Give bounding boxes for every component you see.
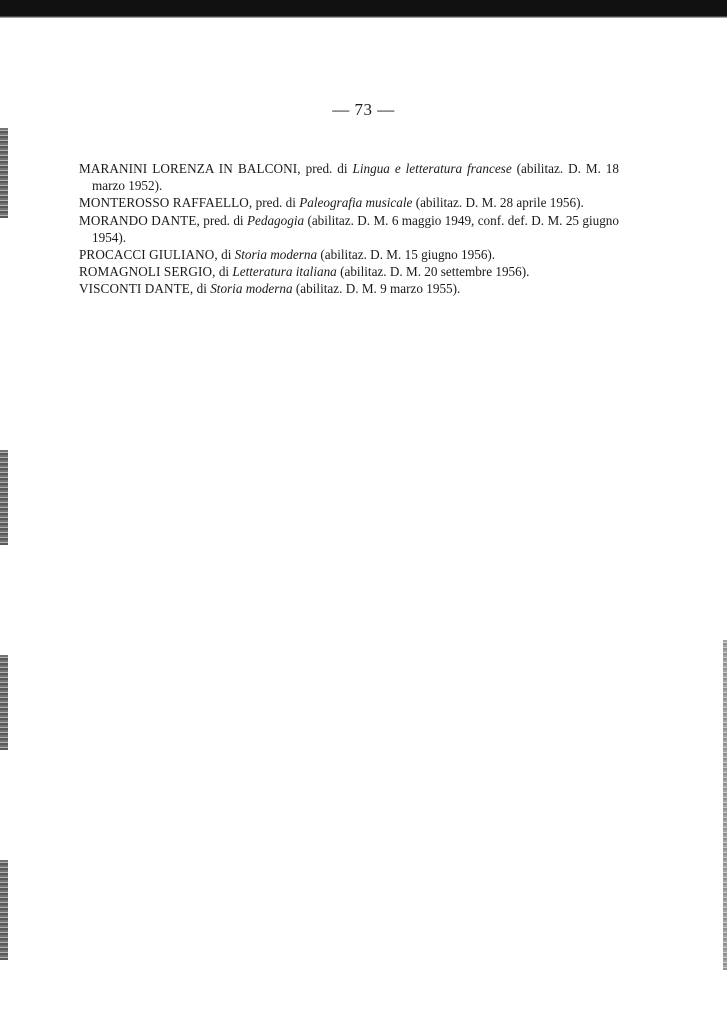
entry bbox=[79, 160, 619, 194]
entry-detail: (abilitaz. D. M. 15 giugno 1956). bbox=[320, 247, 496, 263]
entry-prefix: pred. di bbox=[305, 161, 348, 176]
entry-list bbox=[79, 160, 619, 298]
entry-prefix: pred. di bbox=[255, 195, 296, 211]
entry-subject: Storia moderna bbox=[234, 247, 318, 263]
entry bbox=[79, 246, 619, 263]
entry-prefix: di bbox=[218, 264, 230, 280]
scan-edge-mark bbox=[0, 655, 8, 750]
entry bbox=[79, 263, 619, 280]
entry-name: MORANDO DANTE, bbox=[79, 212, 200, 228]
entry-prefix: pred. di bbox=[203, 212, 244, 228]
entry-detail: (abilitaz. D. M. 6 maggio 1949, conf. def. D. M. 25 giugno 1954). bbox=[92, 212, 619, 245]
entry-name: MARANINI LORENZA IN BALCONI, bbox=[79, 161, 301, 176]
entry bbox=[79, 280, 619, 297]
scan-edge-mark bbox=[0, 860, 8, 960]
entry-name: VISCONTI DANTE, bbox=[79, 281, 194, 297]
entry-subject: Pedagogia bbox=[246, 212, 305, 228]
entry bbox=[79, 194, 619, 211]
scan-edge-mark bbox=[0, 450, 8, 545]
entry-detail: (abilitaz. D. M. 9 marzo 1955). bbox=[295, 281, 461, 297]
entry-detail: (abilitaz. D. M. 18 marzo 1952). bbox=[92, 161, 619, 194]
entry-prefix: di bbox=[221, 247, 232, 263]
entry-detail: (abilitaz. D. M. 28 aprile 1956). bbox=[415, 195, 584, 211]
entry-name: MONTEROSSO RAFFAELLO, bbox=[79, 195, 253, 211]
entry bbox=[79, 212, 619, 246]
page-number: — 73 — bbox=[332, 100, 395, 119]
scan-top-border bbox=[0, 0, 727, 18]
entry-subject: Paleografia musicale bbox=[299, 195, 413, 211]
scan-edge-mark bbox=[0, 128, 8, 218]
entry-subject: Storia moderna bbox=[210, 281, 293, 297]
entry-subject: Letteratura italiana bbox=[232, 264, 337, 280]
scan-edge-mark bbox=[723, 640, 727, 970]
entry-name: ROMAGNOLI SERGIO, bbox=[79, 264, 216, 280]
entry-name: PROCACCI GIULIANO, bbox=[79, 247, 218, 263]
entry-subject: Lingua e letteratura francese bbox=[352, 161, 512, 176]
entry-prefix: di bbox=[196, 281, 207, 297]
entry-detail: (abilitaz. D. M. 20 settembre 1956). bbox=[340, 264, 530, 280]
